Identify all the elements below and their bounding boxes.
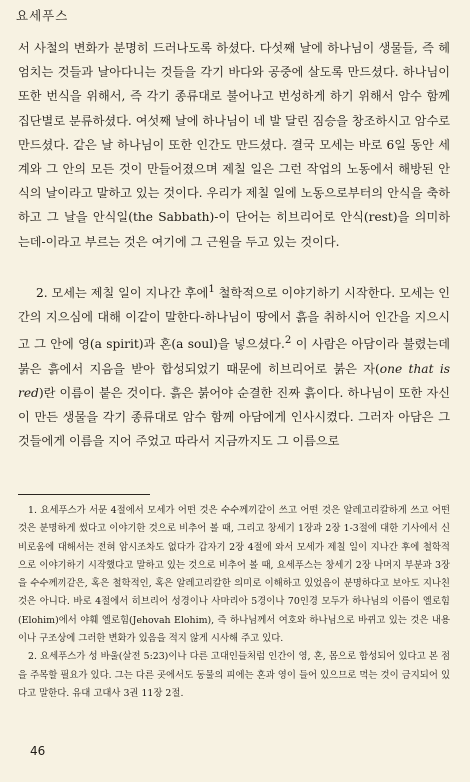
body-text [18,36,450,453]
paragraph-1: 서 사철의 변화가 분명히 드러나도록 하셨다. 다섯째 날에 하나님이 생물들, 즉 헤엄치는 것들과 날아다니는 것들을 각기 바다와 공중에 살도록 만드셨다. 하나님이 또한 번식을 위해서, 즉 각기 종류대로 불어나고 번성하게 하기 위해서 암수 함께 집단별로 분류하셨다. 여섯째 날에 하나님이 네 발 달린 짐승을 창조하시고 암수로 만드셨다. 같은 날 하나님이 또한 인간도 만드셨다. 결국 모세는 바로 6일 동안 세계와 그 안의 모든 것이 만들어졌으며 제칠 일은 그런 작업의 노동에서 해방된 안식의 날이라고 말하고 있는 것이다. 우리가 제칠 일에 노동으로부터의 안식을 축하하고 그 날을 안식일(the Sabbath)-이 단어는 히브리어로 안식(rest)을 의미하는데-이라고 부르는 것은 여기에 그 근원을 두고 있는 것이다. [18,41,450,249]
footnote-2: 2. 요세푸스가 성 바울(살전 5:23)이나 다른 고대인들처럼 인간이 영, 혼, 몸으로 합성되어 있다고 본 점을 주목할 필요가 있다. 그는 다른 곳에서도 동물의 피에는 혼과 영이 들어 있으므로 먹는 것이 금지되어 있다고 말한다. 유대 고대사 3권 11장 2절. [18,651,450,699]
paragraph-2-start: 2. 모세는 제칠 일이 지나간 후에 [36,285,209,300]
footnote-ref-1: 1 [208,283,215,295]
footnotes [18,502,450,703]
footnote-divider [18,494,150,495]
paragraph-2-italic: one that is red [18,361,450,400]
footnote-1: 1. 요세푸스가 서문 4절에서 모세가 어떤 것은 수수께끼같이 쓰고 어떤 것은 알레고리칼하게 쓰고 어떤 것은 분명하게 썼다고 이야기한 것으로 비추어 볼 때, 그리고 창세기 1장과 2장 1-3절에 대한 기사에서 신비로움에 대해서는 전혀 암시조차도 없다가 갑자기 2장 4절에 와서 모세가 제칠 일이 지나간 후에 철학적으로 이야기하기 시작했다고 말하고 있는 것으로 비추어 볼 때, 요세푸스는 창세기 2장 나머지 부분과 3장을 수수께끼같은, 혹은 철학적인, 혹은 알레고리칼한 의미로 이해하고 있었음이 분명하다고 보아도 지나친 것은 아니다. 바로 4절에서 히브리어 성경이나 사마리아 5경이나 70인경 모두가 하나님의 이름이 엘로힘(Elohim)에서 야훼 엘로힘(Jehovah Elohim), 즉 하나님께서 여호와 하나님으로 바뀌고 있는 것은 내용이나 구조상에 그러한 변화가 있음을 적지 않게 시사해 주고 있다. [18,505,450,645]
paragraph-2-end: )란 이름이 붙은 것이다. 흙은 붉어야 순결한 진짜 흙이다. 하나님이 또한 자신이 만든 생물을 각기 종류대로 암수 함께 아담에게 인사시켰다. 그러자 아담은 그것들에게 이름을 지어 주었고 따라서 지금까지도 그 이름으로 [18,385,450,449]
footnote-ref-2: 2 [284,335,292,347]
paragraph-2-mid2: 이 사람은 아담이라 불렸는데 붉은 흙에서 지음을 받아 합성되었기 때문에 히브리어로 붉은 자( [18,337,450,376]
paragraph-2-mid1: 철학적으로 이야기하기 시작한다. 모세는 인간의 지으심에 대해 이같이 말한다-하나님이 땅에서 흙을 취하시어 인간을 지으시고 그 안에 영(a spirit)과 혼(a soul)을 넣으셨다. [18,285,450,352]
page-number: 46 [30,744,46,758]
running-head: 요세푸스 [16,8,69,23]
paragraph-2 [18,278,450,454]
